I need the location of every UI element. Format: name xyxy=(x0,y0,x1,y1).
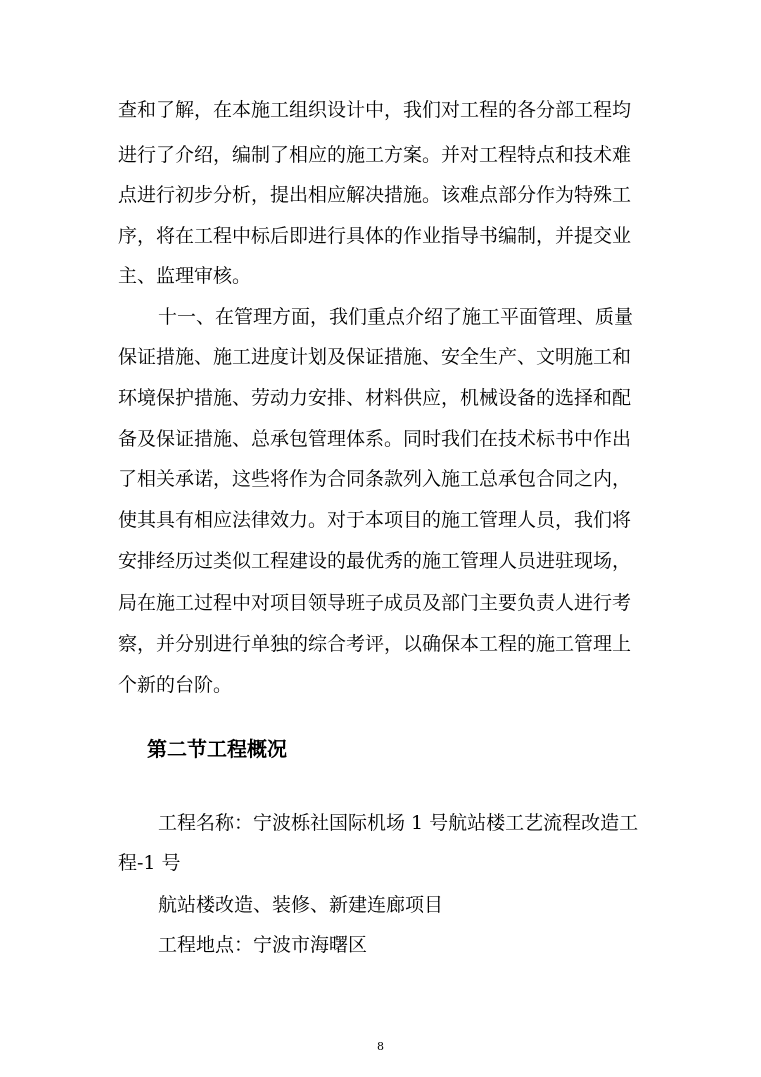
paragraph-2-line-9: 察，并分别进行单独的综合考评，以确保本工程的施工管理上 xyxy=(118,633,632,655)
paragraph-1-line-5: 主、监理审核。 xyxy=(118,265,252,287)
section-heading: 第二节工程概况 xyxy=(147,737,287,761)
project-name-line-1: 工程名称：宁波栎社国际机场 1 号航站楼工艺流程改造工 xyxy=(158,812,639,834)
paragraph-2-line-2: 保证措施、施工进度计划及保证措施、安全生产、文明施工和 xyxy=(118,346,632,368)
project-location: 工程地点：宁波市海曙区 xyxy=(158,934,368,956)
paragraph-2-line-1: 十一、在管理方面，我们重点介绍了施工平面管理、质量 xyxy=(158,306,634,328)
paragraph-2-line-5: 了相关承诺，这些将作为合同条款列入施工总承包合同之内， xyxy=(118,468,632,490)
paragraph-2-line-10: 个新的台阶。 xyxy=(118,674,233,696)
paragraph-1-line-1: 查和了解，在本施工组织设计中，我们对工程的各分部工程均 xyxy=(118,99,632,121)
project-name-line-2: 程-1 号 xyxy=(118,852,181,874)
paragraph-2-line-6: 使其具有相应法律效力。对于本项目的施工管理人员，我们将 xyxy=(118,509,632,531)
paragraph-2-line-3: 环境保护措施、劳动力安排、材料供应，机械设备的选择和配 xyxy=(118,387,632,409)
page-number: 8 xyxy=(377,1040,384,1053)
project-scope: 航站楼改造、装修、新建连廊项目 xyxy=(158,894,444,916)
paragraph-2-line-4: 备及保证措施、总承包管理体系。同时我们在技术标书中作出 xyxy=(118,428,632,450)
paragraph-2-line-8: 局在施工过程中对项目领导班子成员及部门主要负责人进行考 xyxy=(118,592,632,614)
paragraph-1-line-4: 序，将在工程中标后即进行具体的作业指导书编制，并提交业 xyxy=(118,225,632,247)
paragraph-2-line-7: 安排经历过类似工程建设的最优秀的施工管理人员进驻现场， xyxy=(118,550,632,572)
paragraph-1-line-3: 点进行初步分析，提出相应解决措施。该难点部分作为特殊工 xyxy=(118,184,632,206)
paragraph-1-line-2: 进行了介绍，编制了相应的施工方案。并对工程特点和技术难 xyxy=(118,144,632,166)
